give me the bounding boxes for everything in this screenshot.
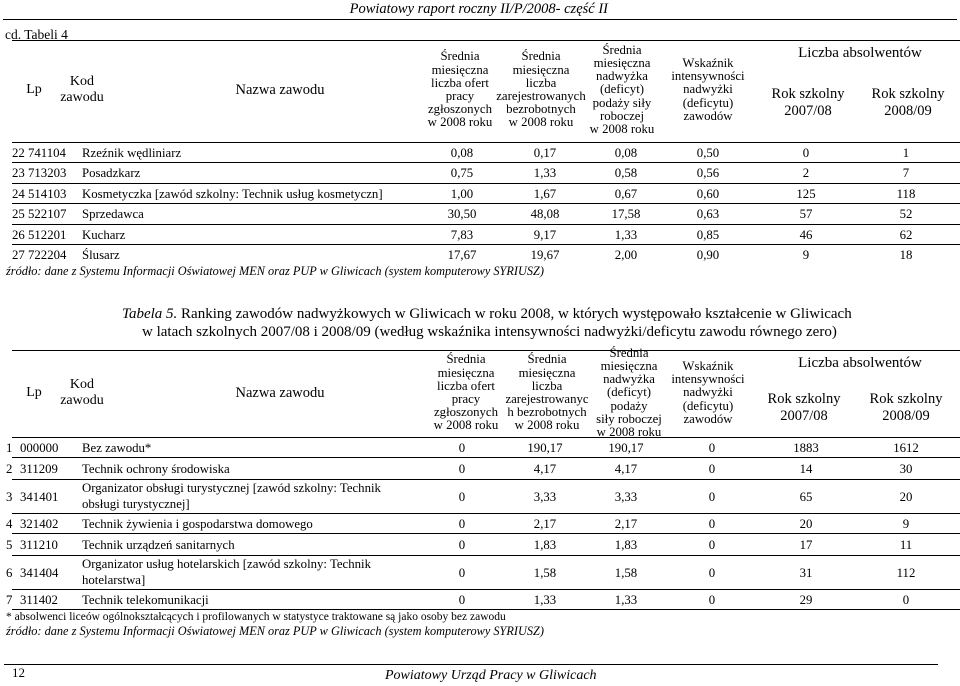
t5-header-oferty bbox=[426, 350, 506, 436]
cell-oferty: 0 bbox=[458, 516, 466, 531]
cell-bezrobotni: 48,08 bbox=[530, 207, 560, 222]
cell-rok1: 46 bbox=[799, 227, 813, 242]
cell-rok2: 118 bbox=[896, 186, 916, 201]
footer-text: Powiatowy Urząd Pracy w Gliwicach bbox=[385, 668, 597, 683]
cell-kod: 321402 bbox=[20, 516, 59, 531]
cell-nadwyzka: 0,67 bbox=[614, 186, 638, 201]
cell-kod: 341401 bbox=[20, 489, 59, 504]
cell-wskaznik: 0 bbox=[708, 461, 716, 476]
cell-kod: 311210 bbox=[20, 537, 58, 552]
cell-nadwyzka: 1,33 bbox=[614, 227, 638, 242]
cell-nadwyzka: 3,33 bbox=[614, 489, 638, 504]
cell-oferty: 0 bbox=[458, 461, 466, 476]
cell-wskaznik: 0 bbox=[708, 489, 716, 504]
table-row bbox=[6, 513, 960, 534]
cell-oferty: 0 bbox=[458, 592, 466, 607]
header-wskaznik-text: Wskaźnik intensywności nadwyżki (deficytu) zawodów bbox=[671, 55, 745, 123]
t5-header-bezrobotni-text: Średnia miesięczna liczba zarejestrowanyc h bezrobotnych w 2008 roku bbox=[505, 352, 589, 433]
table5-top-rule bbox=[12, 350, 960, 351]
cell-nadwyzka: 4,17 bbox=[614, 461, 638, 476]
cell-rok1: 2 bbox=[802, 166, 810, 181]
cell-kod: 341404 bbox=[20, 565, 59, 580]
cell-oferty: 0,08 bbox=[450, 146, 474, 160]
cell-nazwa: Technik telekomunikacji bbox=[82, 592, 209, 607]
header-rok2-text: Rok szkolny 2008/09 bbox=[871, 86, 945, 119]
cell-lp: 25 bbox=[12, 207, 25, 222]
cell-wskaznik: 0 bbox=[708, 440, 716, 455]
cell-wskaznik: 0,56 bbox=[696, 166, 720, 181]
cell-kod: 000000 bbox=[20, 440, 59, 455]
cell-nazwa: Technik urządzeń sanitarnych bbox=[82, 537, 235, 552]
cell-oferty: 0 bbox=[458, 489, 466, 504]
cell-nadwyzka: 0,58 bbox=[614, 166, 638, 181]
t5-header-rok2-text: Rok szkolny 2008/09 bbox=[869, 391, 943, 424]
t5-header-oferty-text: Średnia miesięczna liczba ofert pracy zgłoszonych w 2008 roku bbox=[433, 352, 499, 433]
cell-wskaznik: 0 bbox=[708, 565, 716, 580]
header-nadwyzka-text: Średnia miesięczna nadwyżka (deficyt) podaży siły roboczej w 2008 roku bbox=[589, 42, 655, 136]
page-number: 12 bbox=[12, 665, 25, 680]
cell-bezrobotni: 19,67 bbox=[530, 248, 560, 262]
cell-nazwa: Sprzedawca bbox=[82, 207, 144, 222]
cell-kod: 741104 bbox=[28, 146, 66, 160]
table5-header bbox=[0, 345, 960, 440]
table-row bbox=[6, 437, 960, 458]
cell-rok1: 9 bbox=[802, 248, 810, 262]
cell-rok1: 65 bbox=[799, 489, 813, 504]
cell-bezrobotni: 0,17 bbox=[533, 146, 557, 160]
cell-lp: 4 bbox=[6, 516, 13, 531]
cell-lp: 6 bbox=[6, 565, 13, 580]
cell-rok1: 31 bbox=[799, 565, 813, 580]
cell-kod: 713203 bbox=[28, 166, 67, 181]
cell-wskaznik: 0,90 bbox=[696, 248, 720, 262]
cell-bezrobotni: 4,17 bbox=[533, 461, 557, 476]
cell-rok1: 1883 bbox=[793, 440, 819, 455]
cell-rok1: 125 bbox=[796, 186, 816, 201]
cell-lp: 22 bbox=[12, 146, 25, 160]
cell-nazwa: Bez zawodu* bbox=[82, 440, 152, 455]
cell-oferty: 1,00 bbox=[450, 186, 474, 201]
cell-bezrobotni: 1,83 bbox=[533, 537, 557, 552]
t5-header-nazwa-text: Nazwa zawodu bbox=[235, 385, 325, 401]
cell-oferty: 30,50 bbox=[447, 207, 477, 222]
table5-caption-line2: w latach szkolnych 2007/08 i 2008/09 (według wskaźnika intensywności nadwyżki/deficytu zawodu równego zero) bbox=[142, 324, 837, 340]
t5-header-lp-text: Lp bbox=[26, 385, 42, 400]
cell-wskaznik: 0,60 bbox=[696, 186, 720, 201]
cell-wskaznik: 0,85 bbox=[696, 227, 720, 242]
table-row bbox=[6, 533, 960, 556]
cell-wskaznik: 0,63 bbox=[696, 207, 720, 222]
cell-nadwyzka: 17,58 bbox=[611, 207, 641, 222]
cell-nadwyzka: 1,58 bbox=[614, 565, 638, 580]
table-row bbox=[12, 142, 960, 163]
header-lp bbox=[14, 40, 54, 140]
cell-nazwa: Organizator usług hotelarskich [zawód szkolny: Technik hotelarstwa] bbox=[82, 557, 371, 587]
cell-rok2: 9 bbox=[902, 516, 910, 531]
cell-rok2: 30 bbox=[899, 461, 913, 476]
cell-oferty: 0 bbox=[458, 565, 466, 580]
cell-rok2: 11 bbox=[899, 537, 913, 552]
t5-header-kod-text: Kod zawodu bbox=[60, 377, 104, 408]
t5-header-rok2 bbox=[856, 378, 956, 438]
header-oferty bbox=[420, 40, 500, 140]
cell-nazwa: Technik ochrony środowiska bbox=[82, 461, 230, 476]
table4-top-rule bbox=[12, 40, 960, 41]
cell-nazwa: Ślusarz bbox=[82, 248, 120, 262]
table-row bbox=[12, 203, 960, 224]
cell-rok1: 14 bbox=[799, 461, 813, 476]
cell-rok2: 7 bbox=[902, 166, 910, 181]
cell-kod: 311402 bbox=[20, 592, 58, 607]
header-nazwa bbox=[160, 40, 400, 140]
header-rule bbox=[3, 19, 957, 20]
cell-lp: 5 bbox=[6, 537, 13, 552]
cell-bezrobotni: 3,33 bbox=[533, 489, 557, 504]
cell-lp: 7 bbox=[6, 592, 13, 607]
cell-rok1: 0 bbox=[802, 146, 810, 160]
header-nazwa-text: Nazwa zawodu bbox=[235, 82, 325, 98]
cell-rok2: 52 bbox=[899, 207, 913, 222]
cell-lp: 23 bbox=[12, 166, 25, 181]
header-absolwenci-text: Liczba absolwentów bbox=[798, 45, 922, 61]
cell-oferty: 17,67 bbox=[447, 248, 477, 262]
table-continuation-label: cd. Tabeli 4 bbox=[5, 27, 68, 42]
t5-header-rok1 bbox=[754, 378, 854, 438]
header-bezrobotni-text: Średnia miesięczna liczba zarejestrowanych bezrobotnych w 2008 roku bbox=[496, 49, 586, 130]
cell-oferty: 0,75 bbox=[450, 166, 474, 181]
cell-nazwa: Kucharz bbox=[82, 227, 126, 242]
cell-wskaznik: 0 bbox=[708, 516, 716, 531]
cell-bezrobotni: 1,58 bbox=[533, 565, 557, 580]
t5-header-nadwyzka-text: Średnia miesięczna nadwyżka (deficyt) podaży siły roboczej w 2008 roku bbox=[596, 345, 662, 440]
cell-rok1: 20 bbox=[799, 516, 813, 531]
cell-nadwyzka: 0,08 bbox=[614, 146, 638, 160]
table-row bbox=[12, 183, 960, 204]
t5-header-lp bbox=[14, 350, 54, 436]
cell-nadwyzka: 2,17 bbox=[614, 516, 638, 531]
header-kod bbox=[52, 40, 112, 140]
cell-nadwyzka: 1,83 bbox=[614, 537, 638, 552]
cell-kod: 722204 bbox=[28, 248, 67, 262]
t5-header-absolwenci bbox=[760, 350, 960, 376]
t5-header-absolwenci-text: Liczba absolwentów bbox=[798, 355, 922, 371]
cell-wskaznik: 0,50 bbox=[696, 146, 720, 160]
table5-caption-label: Tabela 5. bbox=[122, 306, 178, 322]
cell-kod: 514103 bbox=[28, 186, 67, 201]
header-lp-text: Lp bbox=[26, 82, 42, 97]
cell-rok1: 29 bbox=[799, 592, 813, 607]
cell-nadwyzka: 1,33 bbox=[614, 592, 638, 607]
t5-header-nadwyzka bbox=[588, 345, 670, 440]
table-row bbox=[6, 457, 960, 480]
cell-lp: 2 bbox=[6, 461, 13, 476]
t5-header-kod bbox=[52, 350, 112, 436]
cell-lp: 1 bbox=[6, 440, 13, 455]
cell-oferty: 7,83 bbox=[450, 227, 474, 242]
table5-source: źródło: dane z Systemu Informacji Oświatowej MEN oraz PUP w Gliwicach (system komputerowy SYRIUSZ) bbox=[6, 624, 544, 638]
header-rok1 bbox=[758, 70, 858, 136]
table4-header bbox=[0, 40, 960, 140]
cell-nazwa: Organizator obsługi turystycznej [zawód szkolny: Technik obsługi turystycznej] bbox=[82, 481, 381, 511]
cell-rok2: 20 bbox=[899, 489, 913, 504]
table4-source: źródło: dane z Systemu Informacji Oświatowej MEN oraz PUP w Gliwicach (system komputerowy SYRIUSZ) bbox=[6, 264, 544, 278]
page-header bbox=[0, 0, 960, 24]
header-rok1-text: Rok szkolny 2007/08 bbox=[771, 86, 845, 119]
t5-header-wskaznik-text: Wskaźnik intensywności nadwyżki (deficytu) zawodów bbox=[671, 358, 745, 426]
cell-rok2: 62 bbox=[899, 227, 913, 242]
header-absolwenci bbox=[760, 40, 960, 66]
t5-header-bezrobotni bbox=[505, 350, 589, 436]
header-kod-text: Kod zawodu bbox=[60, 74, 104, 105]
cell-bezrobotni: 1,33 bbox=[533, 592, 557, 607]
cell-bezrobotni: 190,17 bbox=[527, 440, 563, 455]
table-row bbox=[12, 224, 960, 245]
cell-rok2: 18 bbox=[899, 248, 913, 262]
cell-nazwa: Posadzkarz bbox=[82, 166, 141, 181]
cell-oferty: 0 bbox=[458, 537, 466, 552]
cell-oferty: 0 bbox=[458, 440, 466, 455]
table5-bottom-rule bbox=[12, 609, 960, 610]
cell-wskaznik: 0 bbox=[708, 592, 716, 607]
cell-bezrobotni: 1,33 bbox=[533, 166, 557, 181]
cell-lp: 27 bbox=[12, 248, 25, 262]
cell-nazwa: Technik żywienia i gospodarstwa domowego bbox=[82, 516, 313, 531]
cell-rok2: 1612 bbox=[893, 440, 919, 455]
cell-lp: 26 bbox=[12, 227, 25, 242]
cell-bezrobotni: 2,17 bbox=[533, 516, 557, 531]
cell-lp: 24 bbox=[12, 186, 25, 201]
cell-kod: 522107 bbox=[28, 207, 67, 222]
header-rok2 bbox=[858, 70, 958, 136]
cell-nazwa: Rzeźnik wędliniarz bbox=[82, 146, 182, 160]
table5-caption-line1: Ranking zawodów nadwyżkowych w Gliwicach w roku 2008, w których występowało kształcenie w Gliwicach bbox=[177, 306, 852, 322]
t5-header-wskaznik bbox=[668, 350, 748, 436]
cell-bezrobotni: 1,67 bbox=[533, 186, 557, 201]
header-bezrobotni bbox=[496, 40, 586, 140]
cell-lp: 3 bbox=[6, 489, 13, 504]
header-oferty-text: Średnia miesięczna liczba ofert pracy zgłoszonych w 2008 roku bbox=[427, 49, 493, 130]
table-row bbox=[6, 479, 960, 514]
header-nadwyzka bbox=[580, 40, 664, 140]
cell-rok1: 17 bbox=[799, 537, 813, 552]
report-title: Powiatowy raport roczny II/P/2008- część II bbox=[349, 1, 608, 17]
table-row bbox=[6, 555, 960, 590]
cell-nadwyzka: 2,00 bbox=[614, 248, 638, 262]
table-row bbox=[12, 244, 960, 265]
cell-nadwyzka: 190,17 bbox=[608, 440, 644, 455]
t5-header-nazwa bbox=[160, 350, 400, 436]
cell-nazwa: Kosmetyczka [zawód szkolny: Technik usług kosmetyczn] bbox=[82, 186, 383, 201]
header-wskaznik bbox=[668, 40, 748, 140]
table-row bbox=[12, 162, 960, 183]
t5-header-rok1-text: Rok szkolny 2007/08 bbox=[767, 391, 841, 424]
cell-rok2: 1 bbox=[902, 146, 910, 160]
cell-bezrobotni: 9,17 bbox=[533, 227, 557, 242]
cell-rok1: 57 bbox=[799, 207, 813, 222]
cell-wskaznik: 0 bbox=[708, 537, 716, 552]
cell-kod: 512201 bbox=[28, 227, 67, 242]
cell-rok2: 112 bbox=[896, 565, 916, 580]
table5-note: * absolwenci liceów ogólnokształcących i profilowanych w statystyce traktowane są jako osoby bez zawodu bbox=[6, 611, 506, 623]
table-row bbox=[6, 589, 960, 610]
cell-kod: 311209 bbox=[20, 461, 58, 476]
footer-rule bbox=[4, 664, 938, 665]
cell-rok2: 0 bbox=[902, 592, 910, 607]
